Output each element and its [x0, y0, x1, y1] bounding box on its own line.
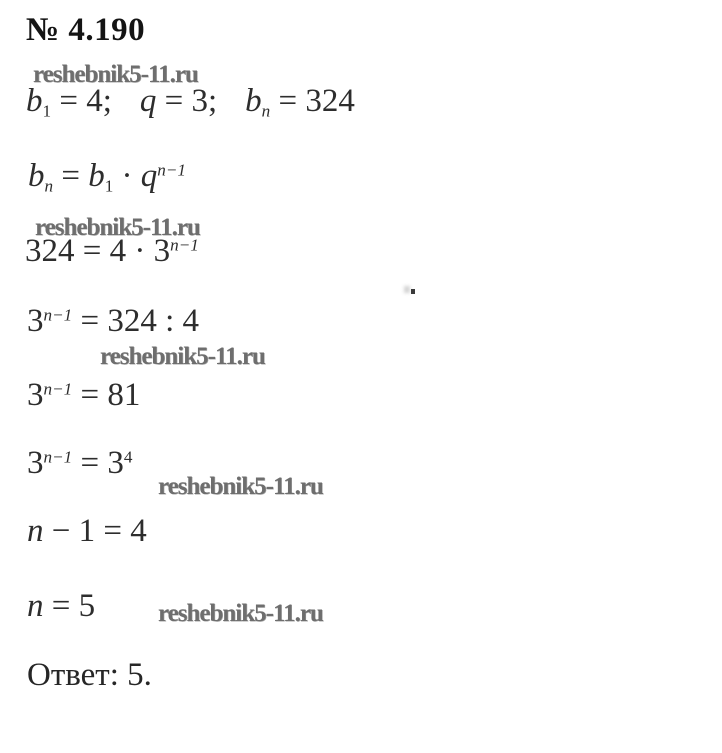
equation-step-divide [27, 305, 199, 338]
equation-token: = 81 [72, 377, 141, 413]
equation-token: n [44, 176, 54, 196]
equation-token: 3 [27, 377, 44, 413]
equation-token: b [88, 158, 105, 194]
equation-token: 1 [104, 176, 114, 196]
watermark-4: reshebnik5-11.ru [158, 473, 323, 500]
watermark-3: reshebnik5-11.ru [100, 343, 265, 370]
equation-token: n [261, 101, 271, 121]
equation-token: − 1 = 4 [43, 513, 147, 549]
equation-token: 4 [123, 447, 133, 467]
equation-token: n−1 [43, 305, 73, 325]
equation-token: n [27, 588, 44, 624]
equation-step-exponents [27, 515, 147, 548]
equation-token: = 324 : 4 [72, 303, 200, 339]
equation-token: = 4; [51, 83, 112, 119]
equation-token: n−1 [43, 447, 73, 467]
equation-token: q [140, 158, 158, 194]
equation-substitution [25, 235, 199, 268]
equation-token: b [245, 83, 262, 119]
equation-token: b [26, 83, 43, 119]
watermark-2: reshebnik5-11.ru [35, 214, 200, 241]
equation-token: = 3; [156, 83, 218, 119]
equation-formula [28, 160, 186, 195]
equation-token: = 5 [43, 588, 96, 624]
watermark-1: reshebnik5-11.ru [33, 61, 198, 88]
equation-step-same-base [27, 447, 132, 480]
equation-token: 3 [27, 303, 44, 339]
equation-token: = 324 [270, 83, 355, 119]
equation-token: n−1 [43, 379, 73, 399]
equation-token: n−1 [170, 235, 199, 255]
problem-number: № 4.190 [26, 12, 146, 48]
equation-token: n−1 [157, 160, 187, 180]
watermark-5: reshebnik5-11.ru [158, 600, 323, 627]
equation-given [26, 85, 355, 120]
ink-speck [411, 289, 415, 294]
equation-token: = 3 [72, 445, 124, 481]
equation-token: = [53, 158, 89, 194]
equation-token: · [113, 158, 141, 194]
equation-step-result-81 [27, 379, 140, 412]
equation-token: 324 = 4 · 3 [25, 233, 171, 269]
equation-token: b [28, 158, 45, 194]
answer-line: Ответ: 5. [27, 657, 152, 693]
equation-token: n [27, 513, 44, 549]
equation-token: 3 [27, 445, 44, 481]
equation-token: q [139, 83, 157, 119]
equation-token: 1 [42, 101, 52, 121]
equation-step-n-value [27, 590, 95, 623]
